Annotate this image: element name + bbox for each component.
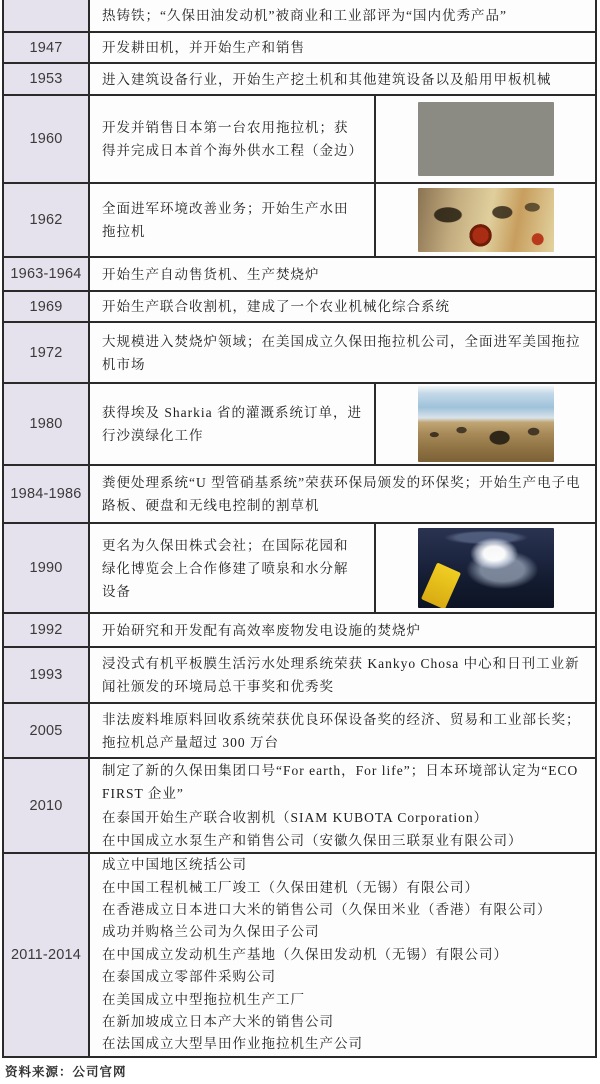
event-line: 在泰国开始生产联合收割机（SIAM KUBOTA Corporation） — [102, 809, 489, 825]
desert-greening-irrigation-photo — [418, 386, 554, 462]
tractor-assembly-line-photo — [418, 188, 554, 252]
event-text-content: 粪便处理系统“U 型管硝基系统”荣获环保局颁发的环保奖；开始生产电子电路板、硬盘和无线电控制的割草机 — [102, 475, 581, 513]
table-row — [4, 64, 595, 96]
event-line: 在中国成立水泵生产和销售公司（安徽久保田三联泵业有限公司） — [102, 833, 523, 848]
year-cell: 1962 — [4, 184, 90, 256]
event-text-content: 开始研究和开发配有高效率废物发电设施的焚烧炉 — [102, 622, 421, 638]
event-text-content: 开始生产自动售货机、生产焚烧炉 — [102, 266, 320, 282]
event-text-content: 开始生产联合收割机，建成了一个农业机械化综合系统 — [102, 299, 450, 314]
event-text — [90, 384, 374, 464]
event-text-content: 进入建筑设备行业，开始生产挖土机和其他建筑设备以及船用甲板机械 — [102, 71, 552, 87]
event-line: 在新加坡成立日本产大米的销售公司 — [102, 1014, 334, 1030]
event-line: 成功并购格兰公司为久保田子公司 — [102, 924, 320, 940]
year-cell: 1990 — [4, 524, 90, 612]
table-row — [4, 258, 595, 292]
event-line: 成立中国地区统括公司 — [102, 857, 247, 873]
event-line: 在法国成立大型旱田作业拖拉机生产公司 — [102, 1036, 363, 1052]
table-row — [4, 466, 595, 524]
table-row — [4, 854, 595, 1056]
event-text-content: 开发耕田机，并开始生产和销售 — [102, 40, 305, 55]
event-text — [90, 64, 595, 94]
table-row — [4, 292, 595, 323]
expo-fountain-night-photo — [418, 528, 554, 608]
event-text — [90, 524, 374, 612]
table-row — [4, 759, 595, 854]
event-text — [90, 292, 595, 321]
table-row — [4, 648, 595, 704]
event-text-content: 非法废料堆原料回收系统荣获优良环保设备奖的经济、贸易和工业部长奖；拖拉机总产量超过 300 万台 — [102, 711, 581, 750]
event-text-content: 获得埃及 Sharkia 省的灌溉系统订单，进行沙漠绿化工作 — [102, 405, 362, 443]
event-text — [90, 96, 374, 182]
event-text — [90, 258, 595, 290]
event-text — [90, 648, 595, 702]
table-row — [4, 614, 595, 648]
table-row — [4, 96, 595, 184]
table-row — [4, 323, 595, 384]
year-cell: 1947 — [4, 33, 90, 62]
table-row — [4, 0, 595, 33]
event-line: 在香港成立日本进口大米的销售公司（久保田米业（香港）有限公司） — [102, 901, 552, 917]
event-text — [90, 0, 595, 31]
event-line: 在中国工程机械工厂竣工（久保田建机（无锡）有限公司） — [102, 879, 479, 895]
event-text — [90, 184, 374, 256]
year-cell: 1992 — [4, 614, 90, 646]
photo-cell — [374, 96, 595, 182]
year-cell: 1953 — [4, 64, 90, 94]
event-text — [90, 614, 595, 646]
year-cell: 1980 — [4, 384, 90, 464]
photo-cell — [374, 524, 595, 612]
year-cell — [4, 0, 90, 31]
year-cell: 1984-1986 — [4, 466, 90, 522]
table-row — [4, 184, 595, 258]
event-text-content: 更名为久保田株式会社；在国际花园和绿化博览会上合作修建了喷泉和水分解设备 — [102, 537, 349, 599]
year-cell: 1963-1964 — [4, 258, 90, 290]
year-cell: 2005 — [4, 704, 90, 757]
event-text — [90, 323, 595, 382]
event-text — [90, 466, 595, 522]
event-text-content: 大规模进入焚烧炉领域；在美国成立久保田拖拉机公司，全面进军美国拖拉机市场 — [102, 333, 581, 372]
source-note: 资料来源：公司官网 — [5, 1065, 127, 1079]
event-text-content: 热铸铁；“久保田油发动机”被商业和工业部评为“国内优秀产品” — [102, 8, 507, 23]
year-cell: 1993 — [4, 648, 90, 702]
year-cell: 1972 — [4, 323, 90, 382]
event-line: 在泰国成立零部件采购公司 — [102, 969, 276, 985]
company-history-table — [2, 0, 597, 1058]
event-line: 在中国成立发动机生产基地（久保田发动机（无锡）有限公司） — [102, 946, 508, 962]
photo-cell — [374, 184, 595, 256]
event-text-content: 全面进军环境改善业务；开始生产水田拖拉机 — [102, 201, 349, 239]
year-cell: 1960 — [4, 96, 90, 182]
year-cell: 2011-2014 — [4, 854, 90, 1056]
event-line: 制定了新的久保田集团口号“For earth，For life”；日本环境部认定为“ECO FIRST 企业” — [102, 762, 579, 801]
table-row — [4, 704, 595, 759]
table-row — [4, 33, 595, 64]
overseas-waterworks-construction-bw-photo — [418, 102, 554, 176]
event-line: 在美国成立中型拖拉机生产工厂 — [102, 991, 305, 1007]
event-text-content: 浸没式有机平板膜生活污水处理系统荣获 Kankyo Chosa 中心和日刊工业新闻社颁发的环境局总干事奖和优秀奖 — [102, 656, 580, 694]
event-text — [90, 33, 595, 62]
fountain-yellow-walkway — [420, 562, 460, 608]
year-cell: 1969 — [4, 292, 90, 321]
event-text-multiline — [90, 759, 595, 852]
photo-cell — [374, 384, 595, 464]
table-row — [4, 524, 595, 614]
table-row — [4, 384, 595, 466]
event-text — [90, 704, 595, 757]
event-text-content: 开发并销售日本第一台农用拖拉机；获得并完成日本首个海外供水工程（金边） — [102, 120, 363, 158]
year-cell: 2010 — [4, 759, 90, 852]
event-text-multiline — [90, 854, 595, 1056]
